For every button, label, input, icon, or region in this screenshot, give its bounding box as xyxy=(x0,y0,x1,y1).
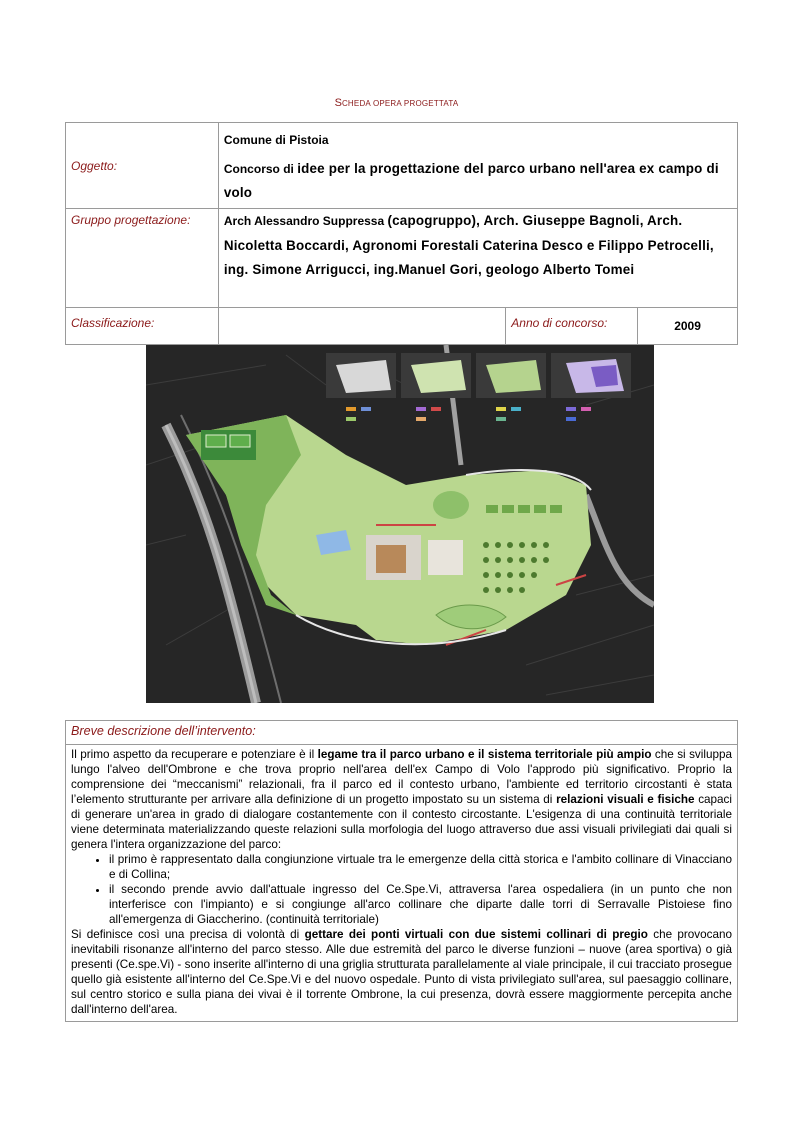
concorso xyxy=(224,157,731,204)
description-title: Breve descrizione dell’intervento: xyxy=(66,721,737,745)
classificazione-value xyxy=(218,308,505,345)
gruppo-prefix: Arch Alessandro Suppressa xyxy=(223,214,388,228)
gruppo-value xyxy=(218,209,737,308)
description-paragraph-1 xyxy=(71,747,732,852)
row-gruppo xyxy=(66,209,738,308)
description-bullets xyxy=(71,852,732,927)
description-paragraph-2 xyxy=(71,927,732,1017)
p1-bold-2: relazioni visuali e fisiche xyxy=(556,793,695,806)
anno-label: Anno di concorso: xyxy=(506,308,638,345)
anno-value: 2009 xyxy=(638,308,738,345)
bullet-item: • il secondo prende avvio dall'attuale ingresso del Ce.Spe.Vi, attraversa l'area ospedaliera (in un punto che non interferisce con l'impianto) e si congiunge all'arco collinare che diparte dalle torri di Serravalle Pistoiese fino all'emergenza di Giaccherino. (continuità territoriale) xyxy=(109,882,732,927)
concorso-prefix: Concorso di xyxy=(223,162,298,176)
oggetto-label: Oggetto: xyxy=(66,123,219,209)
masterplan-drawing xyxy=(146,345,654,703)
p1-bold-1: legame tra il parco urbano e il sistema territoriale più ampio xyxy=(317,748,652,761)
header-rest: CHEDA OPERA PROGETTATA xyxy=(341,99,459,108)
masterplan-image xyxy=(146,345,654,703)
p1-text-3: capaci di generare un'area in grado di dialogare costantemente con il contesto circostante. L'esigenza di una continuità territoriale viene determinata materializzando queste relazioni sulla morfologia del luogo attraverso due assi visuali privilegiati dai quali si genera l'intera organizzazione del parco: xyxy=(71,793,732,851)
info-table xyxy=(65,122,738,345)
gruppo-label: Gruppo progettazione: xyxy=(66,209,219,308)
p2-bold-1: gettare dei ponti virtuali con due sistemi collinari di pregio xyxy=(304,928,648,941)
p2-text-2: che provocano inevitabili risonanze all'interno del parco stesso. Alle due estremità del parco le diverse funzioni – nuove (area sportiva) o già presenti (Ce.spe.Vi) - sono inserite all'interno di una griglia strutturata parallelamente al viale principale, il cui tracciato prosegue quello già esistente all'interno del Ce.Spe.Vi e del nuovo ospedale. Punto di vista privilegiato sull'area, sul paesaggio collinare, sul centro storico e sulla piana dei vivai è il torrente Ombrone, la cui presenza, dovrà essere maggiormente percepita anche dall'interno dell'area. xyxy=(71,928,732,1016)
p1-text-2: che si sviluppa lungo l'alveo dell'Ombrone e che trova proprio nell'area dell'ex Campo di Volo l'approdo più significativo. Proprio la comprensione dei “meccanismi” relazionali, fra il parco ed il contesto urbano, l'ambiente ed territorio circostanti è stata l’elemento strutturante per arrivare alla definizione di un progetto impostato su un sistema di xyxy=(71,748,732,806)
classificazione-label: Classificazione: xyxy=(66,308,219,345)
comune: Comune di Pistoia xyxy=(223,133,329,147)
row-classificazione xyxy=(66,308,738,345)
gruppo-members: (capogruppo), Arch. Giuseppe Bagnoli, Arch. Nicoletta Boccardi, Agronomi Forestali Caterina Desco e Filippo Petrocelli, ing. Simone Arrigucci, ing.Manuel Gori, geologo Alberto Tomei xyxy=(223,213,714,277)
page-header xyxy=(0,93,793,111)
description-box xyxy=(65,720,738,1022)
p1-text-1: Il primo aspetto da recuperare e potenziare è il xyxy=(71,748,318,761)
description-body xyxy=(66,745,737,1021)
bullet-item: • il primo è rappresentato dalla congiunzione virtuale tra le emergenze della città storica e l'ambito collinare di Vinacciano e di Collina; xyxy=(109,852,732,882)
p2-text-1: Si definisce così una precisa di volontà di xyxy=(71,928,305,941)
header-first-letter: S xyxy=(334,97,342,109)
concorso-title: idee per la progettazione del parco urbano nell'area ex campo di volo xyxy=(223,161,719,200)
row-oggetto xyxy=(66,123,738,209)
oggetto-value xyxy=(218,123,737,209)
